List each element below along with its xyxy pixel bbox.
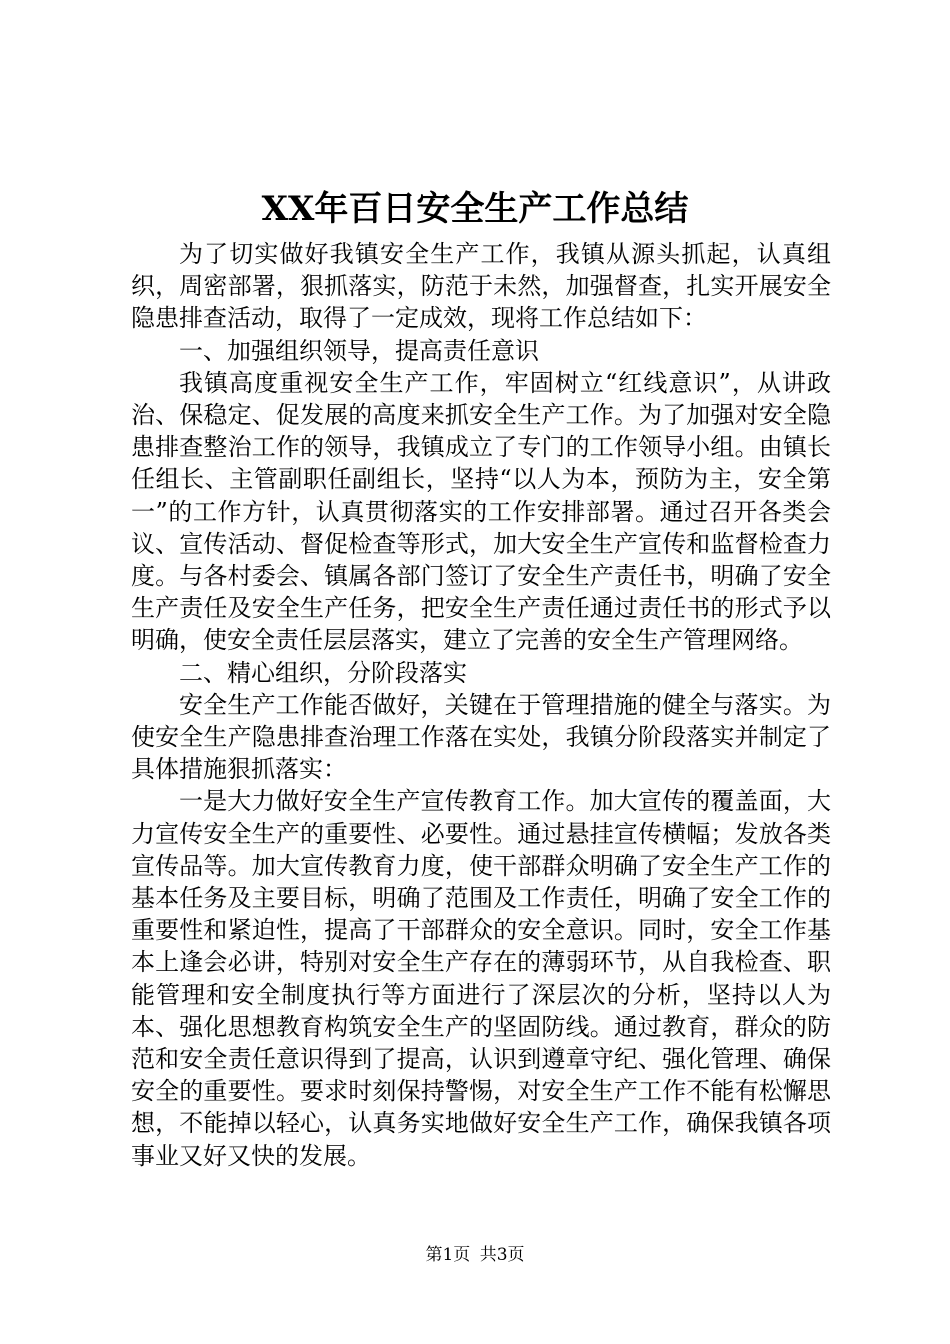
- section-1-paragraph: 我镇高度重视安全生产工作，牢固树立“红线意识”，从讲政治、保稳定、促发展的高度来抓安全生产工作。为了加强对安全隐患排查整治工作的领导，我镇成立了专门的工作领导小组。由镇长任组长、主管副职任副组长，坚持“以人为本，预防为主，安全第一”的工作方针，认真贯彻落实的工作安排部署。通过召开各类会议、宣传活动、督促检查等形式，加大安全生产宣传和监督检查力度。与各村委会、镇属各部门签订了安全生产责任书，明确了安全生产责任及安全生产任务，把安全生产责任通过责任书的形式予以明确，使安全责任层层落实，建立了完善的安全生产管理网络。: [131, 368, 831, 655]
- page-footer: [0, 1243, 950, 1267]
- section-1-heading: 一、加强组织领导，提高责任意识: [179, 336, 539, 365]
- section-2-paragraph-2: 一是大力做好安全生产宣传教育工作。加大宣传的覆盖面，大力宣传安全生产的重要性、必要性。通过悬挂宣传横幅；发放各类宣传品等。加大宣传教育力度，使干部群众明确了安全生产工作的基本任务及主要目标，明确了范围及工作责任，明确了安全工作的重要性和紧迫性，提高了干部群众的安全意识。同时，安全工作基本上逢会必讲，特别对安全生产存在的薄弱环节，从自我检查、职能管理和安全制度执行等方面进行了深层次的分析，坚持以人为本、强化思想教育构筑安全生产的坚固防线。通过教育，群众的防范和安全责任意识得到了提高，认识到遵章守纪、强化管理、确保安全的重要性。要求时刻保持警惕，对安全生产工作不能有松懈思想，不能掉以轻心，认真务实地做好安全生产工作，确保我镇各项事业又好又快的发展。: [131, 787, 831, 1170]
- document-body: [131, 238, 831, 1172]
- section-2-heading: 二、精心组织，分阶段落实: [179, 658, 467, 687]
- document-title: XX年百日安全生产工作总结: [261, 189, 689, 229]
- page-number: 第1页: [425, 1245, 471, 1265]
- intro-paragraph: 为了切实做好我镇安全生产工作，我镇从源头抓起，认真组织，周密部署，狠抓落实，防范于未然，加强督查，扎实开展安全隐患排查活动，取得了一定成效，现将工作总结如下：: [131, 240, 831, 333]
- section-2-paragraph-1: 安全生产工作能否做好，关键在于管理措施的健全与落实。为使安全生产隐患排查治理工作落在实处，我镇分阶段落实并制定了具体措施狠抓落实：: [131, 690, 831, 784]
- page-total: 共3页: [479, 1245, 525, 1265]
